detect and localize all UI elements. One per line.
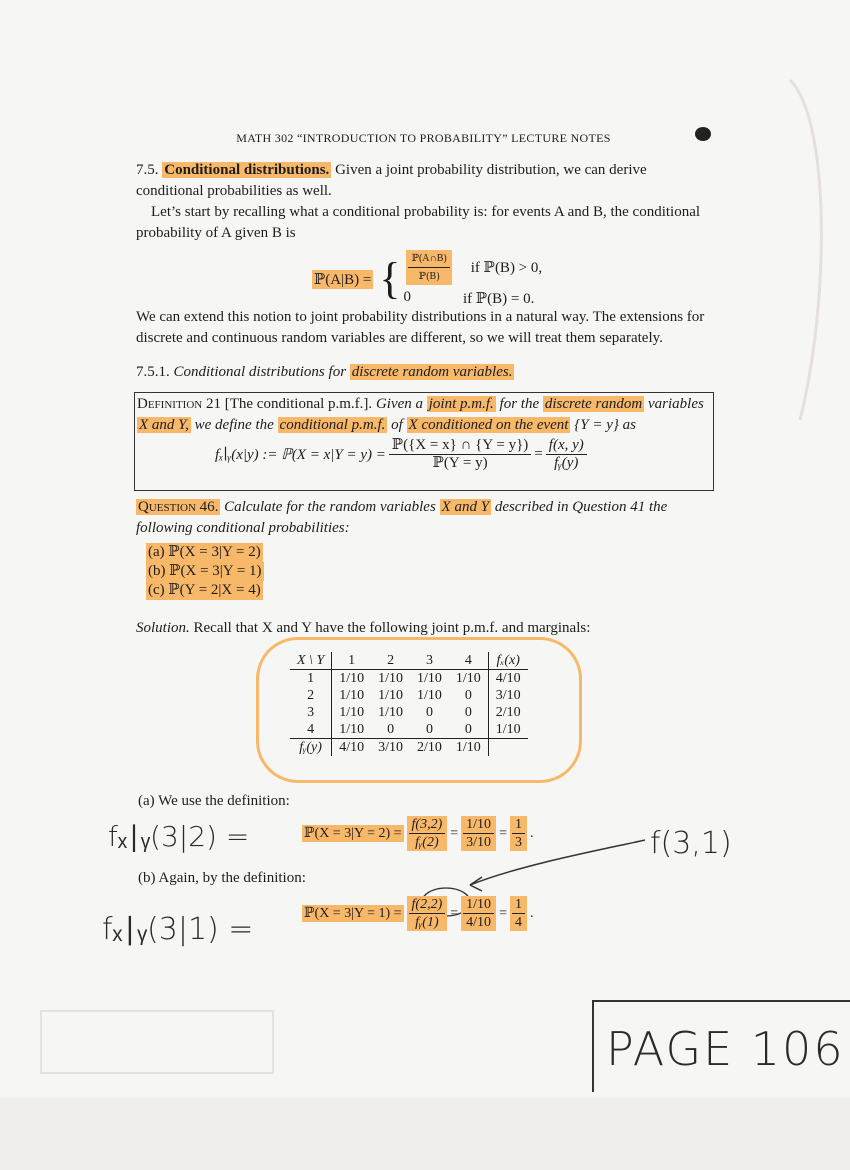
subsection-heading: 7.5.1. Conditional distributions for discrete random variables. [136, 364, 513, 380]
conditional-probability-formula: ℙ(A|B) = { $\frac{\text{ℙ(A∩B)}}{\text{ℙ(B)}}$ if ℙ(B) > 0, 0 if ℙ(B) = 0. [312, 250, 542, 308]
table-col-head: 1 [332, 652, 371, 670]
question-items [146, 543, 264, 600]
definition-formula: fₓ∣ᵧ(x|y) := ℙ(X = x|Y = y) = $\frac{\text{ℙ(\{X = x\} ∩ \{Y = y\})}}{\text{ℙ(Y = y)}}$ = $\frac{f(x, y)}{\text{fᵧ(y)}}$ [215, 437, 590, 472]
part-a-label: (a) We use the definition: [138, 793, 290, 809]
table-col-head: 4 [449, 652, 488, 670]
ink-blot [695, 127, 711, 141]
question-46: Question 46. Calculate for the random variables X and Y described in Question 41 the following conditional probabilities: [136, 499, 668, 536]
table-corner: X \ Y [290, 652, 332, 670]
part-b-label: (b) Again, by the definition: [138, 870, 306, 886]
table-row: 2 1/10 1/10 1/10 0 3/10 [290, 687, 528, 704]
question-item: (a) ℙ(X = 3|Y = 2) [148, 544, 261, 560]
handwritten-b-lhs: fₓ∣ᵧ(3|1) = [102, 912, 254, 947]
part-b-formula: ℙ(X = 3|Y = 1) = $\frac{f(2,2)}{\text{fᵧ(1)}}$ = $\frac{1/10}{4/10}$ = $\frac{1}{4}$ . [304, 897, 534, 930]
part-a-formula: ℙ(X = 3|Y = 2) = $\frac{f(3,2)}{\text{fᵧ(2)}}$ = $\frac{1/10}{3/10}$ = $\frac{1}{3}$ . [304, 817, 534, 850]
handwritten-note-f31: f(3,1) [650, 826, 732, 861]
page-bottom-edge [0, 1098, 850, 1170]
table-row: 1 1/10 1/10 1/10 1/10 4/10 [290, 670, 528, 688]
recall-paragraph: Let’s start by recalling what a conditional probability is: for events A and B, the conditional probability of A given B is [136, 204, 701, 241]
table-row: fᵧ(y) 4/10 3/10 2/10 1/10 [290, 739, 528, 757]
section-title: Conditional distributions. [164, 162, 330, 178]
extension-paragraph: We can extend this notion to joint probability distributions in a natural way. The extensions for discrete and continuous random variables are different, so we will treat them separately. [136, 309, 705, 346]
bleed-through-text [40, 1010, 274, 1074]
handwritten-page-number: PAGE 106 [606, 1022, 845, 1076]
question-item: (b) ℙ(X = 3|Y = 1) [148, 563, 262, 579]
section-intro: 7.5. Conditional distributions. Given a joint probability distribution, we can derive conditional probabilities as well. [136, 162, 647, 199]
joint-pmf-table [290, 652, 528, 756]
handwritten-a-lhs: fₓ∣ᵧ(3|2) = [108, 820, 250, 853]
table-row: 4 1/10 0 0 0 1/10 [290, 721, 528, 739]
definition-box: Definition 21 [The conditional p.m.f.]. Given a joint p.m.f. for the discrete random variables X and Y, we define the conditional p.m.f. of X conditioned on the event {Y = y} as fₓ∣ᵧ(x|y) := ℙ(X = x|Y = y) = $\frac{\text{ℙ(\{X = x\} ∩ \{Y = y\})}}{\text{ℙ(Y = y)}}$ = $\frac{f(x, y)}{\text{fᵧ(y)}}$ [134, 392, 714, 491]
bleed-through-text [120, 30, 130, 65]
running-header: MATH 302 “INTRODUCTION TO PROBABILITY” LECTURE NOTES [236, 131, 611, 145]
table-col-head: 2 [371, 652, 410, 670]
table-marg-head: fₓ(x) [488, 652, 527, 670]
table-col-head: 3 [410, 652, 449, 670]
question-item: (c) ℙ(Y = 2|X = 4) [148, 582, 261, 598]
table-row: 3 1/10 1/10 0 0 2/10 [290, 704, 528, 721]
solution-intro: Solution. Recall that X and Y have the following joint p.m.f. and marginals: [136, 620, 591, 636]
